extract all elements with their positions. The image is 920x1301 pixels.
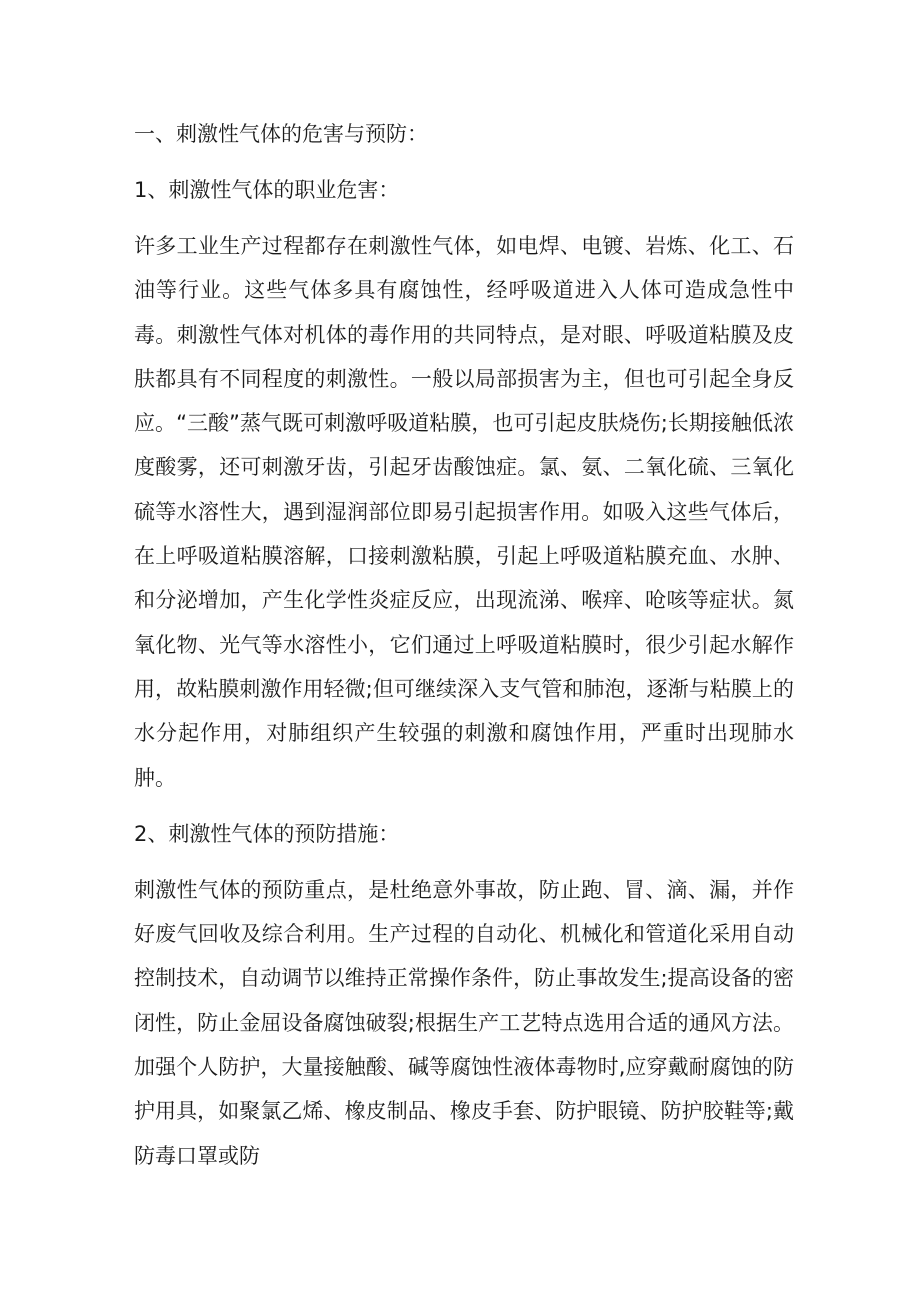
section-2-heading: 2、刺激性气体的预防措施：	[134, 821, 400, 846]
main-heading: 一、刺激性气体的危害与预防：	[134, 122, 428, 146]
document-content	[134, 112, 794, 1178]
section-1-heading: 1、刺激性气体的职业危害：	[134, 178, 400, 202]
section-1-paragraph: 许多工业生产过程都存在刺激性气体，如电焊、电镀、岩炼、化工、石油等行业。这些气体多具有腐蚀性，经呼吸道进入人体可造成急性中毒。刺激性气体对机体的毒作用的共同特点，是对眼、呼吸道粘膜及皮肤都具有不同程度的刺激性。一般以局部损害为主，但也可引起全身反应。“三酸”蒸气既可刺激呼吸道粘膜，也可引起皮肤烧伤;长期接触低浓度酸雾，还可刺激牙齿，引起牙齿酸蚀症。氯、氨、二氧化硫、三氧化硫等水溶性大，遇到湿润部位即易引起损害作用。如吸入这些气体后，在上呼吸道粘膜溶解，口接刺激粘膜，引起上呼吸道粘膜充血、水肿、和分泌增加，产生化学性炎症反应，出现流涕、喉痒、呛咳等症状。氮氧化物、光气等水溶性小，它们通过上呼吸道粘膜时，很少引起水解作用，故粘膜刺激作用轻微;但可继续深入支气管和肺泡，逐渐与粘膜上的水分起作用，对肺组织产生较强的刺激和腐蚀作用，严重时出现肺水肿。	[134, 234, 794, 790]
section-2-paragraph: 刺激性气体的预防重点，是杜绝意外事故，防止跑、冒、滴、漏，并作好废气回收及综合利用。生产过程的自动化、机械化和管道化采用自动控制技术，自动调节以维持正常操作条件，防止事故发生;提高设备的密闭性，防止金屈设备腐蚀破裂;根据生产工艺特点选用合适的通风方法。加强个人防护，大量接触酸、碱等腐蚀性液体毒物时,应穿戴耐腐蚀的防护用具，如聚氯乙烯、橡皮制品、橡皮手套、防护眼镜、防护胶鞋等;戴防毒口罩或防	[134, 877, 794, 1168]
